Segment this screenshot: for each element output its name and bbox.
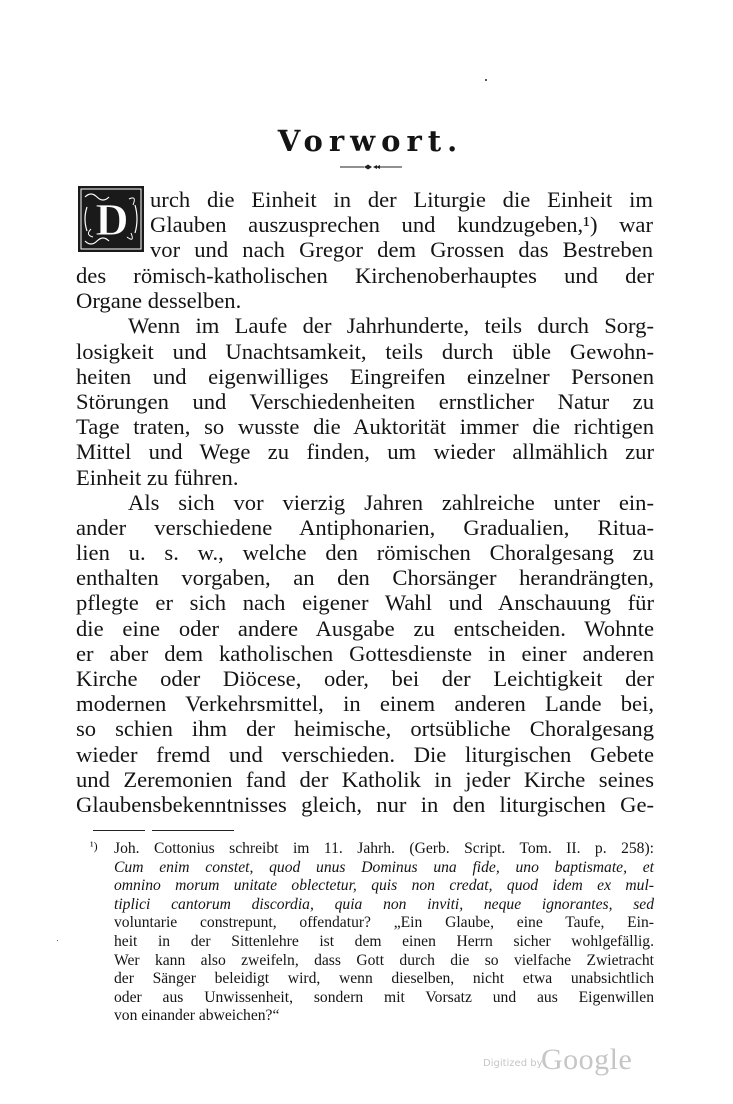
page-speck [57,940,58,941]
footnote-line: der Sänger beleidigt wird, wenn dieselben, nicht etwa unabsichtlich [114,970,654,988]
text-line: er aber dem katholischen Gottesdienste in einer anderen [76,640,654,666]
page-title: Vorwort. [277,124,464,158]
text-line: ander verschiedene Antiphonarien, Gradualien, Ritua- [76,514,654,540]
footnote-line: voluntarie constrepunt, offendatur? „Ein Glaube, eine Taufe, Ein- [114,914,654,932]
footnote-rule [152,830,234,831]
footnote-text [114,840,654,1026]
text-line: Wenn im Laufe der Jahrhunderte, teils durch Sorg- [128,313,654,339]
text-line: des römisch-katholischen Kirchenoberhauptes und der [76,263,654,288]
footnote-line: tiplici cantorum discordia, quia non inviti, neque ignorantes, sed [114,895,654,913]
footnote-line: Wer kann also zweifeln, dass Gott durch die so vielfache Zwietracht [114,951,654,969]
footnote-line: omnino morum unitate oblectetur, quis non credat, quod idem ex mul- [114,877,654,895]
text-line: die eine oder andere Ausgabe zu entscheiden. Wohnte [76,615,654,641]
google-watermark-logo: Google [541,1043,633,1076]
text-line: Kirche oder Diöcese, oder, bei der Leichtigkeit der [76,666,654,691]
text-line: Tage traten, so wusste die Auktorität immer die richtigen [76,414,654,440]
text-line: lien u. s. w., welche den römischen Choralgesang zu [76,540,654,566]
drop-cap-letter: D [95,194,129,245]
page-speck [485,79,487,81]
text-line: und Zeremonien fand der Katholik in jeder Kirche seines [76,766,654,792]
footnote-marker: ¹) [90,839,98,853]
text-line: wieder fremd und verschieden. Die liturgischen Gebete [76,741,654,767]
text-line: modernen Verkehrsmittel, in einem anderen Lande bei, [76,691,654,717]
text-line: Als sich vor vierzig Jahren zahlreiche unter ein- [128,489,654,515]
text-line: Mittel und Wege zu finden, um wieder allmählich zur [76,439,654,465]
footnote-rule [93,830,145,831]
text-line: Glauben auszusprechen und kundzugeben,¹) war [150,212,653,238]
title-ornament [340,163,402,171]
text-line: heiten und eigenwilliges Eingreifen einzelner Personen [76,363,654,389]
drop-cap-initial [77,185,145,253]
text-line: losigkeit und Unachtsamkeit, teils durch üble Gewohn- [76,338,654,364]
footnote-line: heit in der Sittenlehre ist dem einen Herrn sicher wohlgefällig. [114,932,654,950]
text-line: Glaubensbekenntnisses gleich, nur in den liturgischen Ge- [76,791,654,817]
footnote-line: Cum enim constet, quod unus Dominus una fide, uno baptismate, et [114,858,654,876]
watermark-prefix: Digitized by [483,1058,543,1069]
text-line: urch die Einheit in der Liturgie die Einheit im [150,187,653,212]
text-line: Einheit zu führen. [76,464,239,490]
body-text [76,263,654,817]
text-line: enthalten vorgaben, an den Chorsänger herandrängten, [76,565,654,591]
text-line: pflegte er sich nach eigener Wahl und Anschauung für [76,590,654,616]
footnote-line: oder aus Unwissenheit, sondern mit Vorsatz und aus Eigenwillen [114,988,654,1006]
intro-text [150,187,653,263]
text-line: so schien ihm der heimische, ortsübliche Choralgesang [76,716,654,742]
text-line: vor und nach Gregor dem Grossen das Bestreben [150,237,653,263]
text-line: Störungen und Verschiedenheiten ernstlicher Natur zu [76,388,654,414]
text-line: Organe desselben. [76,288,242,314]
footnote-line: von einander abweichen?“ [114,1007,280,1025]
footnote-line: Joh. Cottonius schreibt im 11. Jahrh. (Gerb. Script. Tom. II. p. 258): [114,840,654,857]
